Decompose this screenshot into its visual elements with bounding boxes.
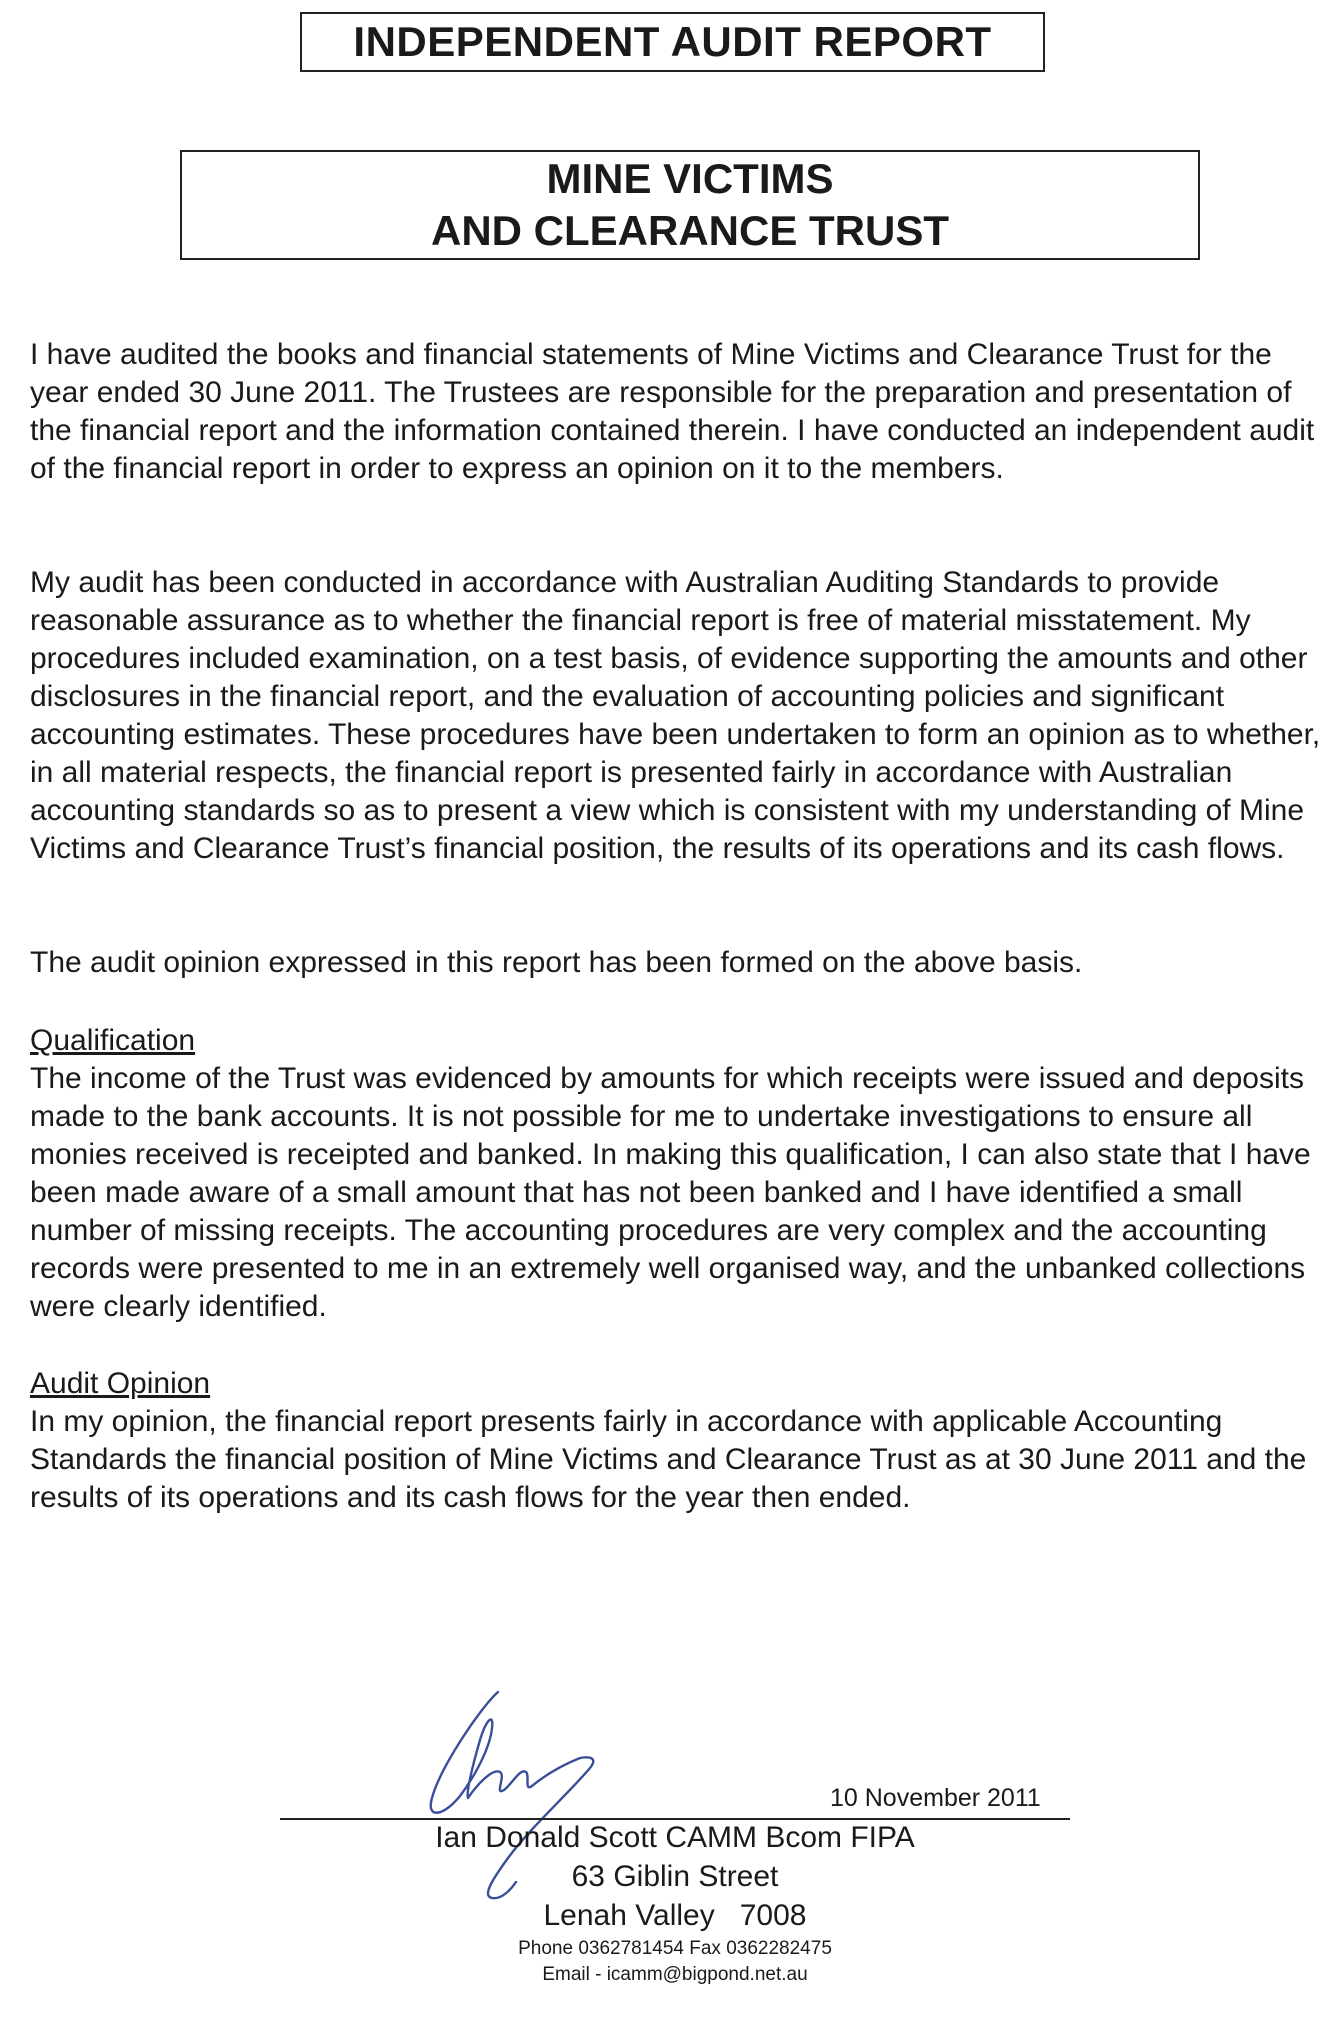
scope-paragraph: My audit has been conducted in accordance with Australian Auditing Standards to provide reasonable assurance as to whether the financial report is free of material misstatement. My procedures included examination, on a test basis, of evidence supporting the amounts and other disclosures in the financial report, and the evaluation of accounting policies and significant accounting estimates. These procedures have been undertaken to form an opinion as to whether, in all material respects, the financial report is presented fairly in accordance with Australian accounting standards so as to present a view which is consistent with my understanding of Mine Victims and Clearance Trust’s financial position, the results of its operations and its cash flows. (30, 566, 1321, 865)
intro-paragraph: I have audited the books and financial statements of Mine Victims and Clearance Trust for the year ended 30 June 2011. The Trustees are responsible for the preparation and presentation of the financial report and the information contained therein. I have conducted an independent audit of the financial report in order to express an opinion on it to the members. (30, 338, 1315, 485)
qualification-heading: Qualification (30, 1024, 196, 1057)
report-title: INDEPENDENT AUDIT REPORT (300, 12, 1045, 72)
organization-name-box (180, 150, 1200, 260)
org-name-line-2: AND CLEARANCE TRUST (431, 207, 949, 254)
org-name-line-1: MINE VICTIMS (546, 155, 834, 202)
basis-paragraph: The audit opinion expressed in this report has been formed on the above basis. (30, 946, 1083, 979)
auditor-street: 63 Giblin Street (571, 1860, 779, 1893)
opinion-text: In my opinion, the financial report presents fairly in accordance with applicable Accounting Standards the financial position of Mine Victims and Clearance Trust as at 30 June 2011 and the results of its operations and its cash flows for the year then ended. (30, 1405, 1307, 1514)
auditor-name: Ian Donald Scott CAMM Bcom FIPA (435, 1821, 915, 1854)
auditor-phone-fax: Phone 0362781454 Fax 0362282475 (518, 1938, 832, 1959)
opinion-section (30, 1365, 1335, 1517)
signature-date: 10 November 2011 (830, 1784, 1041, 1812)
auditor-email: Email - icamm@bigpond.net.au (542, 1964, 808, 1985)
qualification-section (30, 1022, 1335, 1326)
auditor-city: Lenah Valley 7008 (543, 1899, 807, 1932)
opinion-heading: Audit Opinion (30, 1367, 211, 1400)
auditor-details (280, 1818, 1070, 1988)
qualification-text: The income of the Trust was evidenced by amounts for which receipts were issued and deposits made to the bank accounts. It is not possible for me to undertake investigations to ensure all monies received is receipted and banked. In making this qualification, I can also state that I have been made aware of a small amount that has not been banked and I have identified a small number of missing receipts. The accounting procedures are very complex and the accounting records were presented to me in an extremely well organised way, and the unbanked collections were clearly identified. (30, 1062, 1311, 1323)
